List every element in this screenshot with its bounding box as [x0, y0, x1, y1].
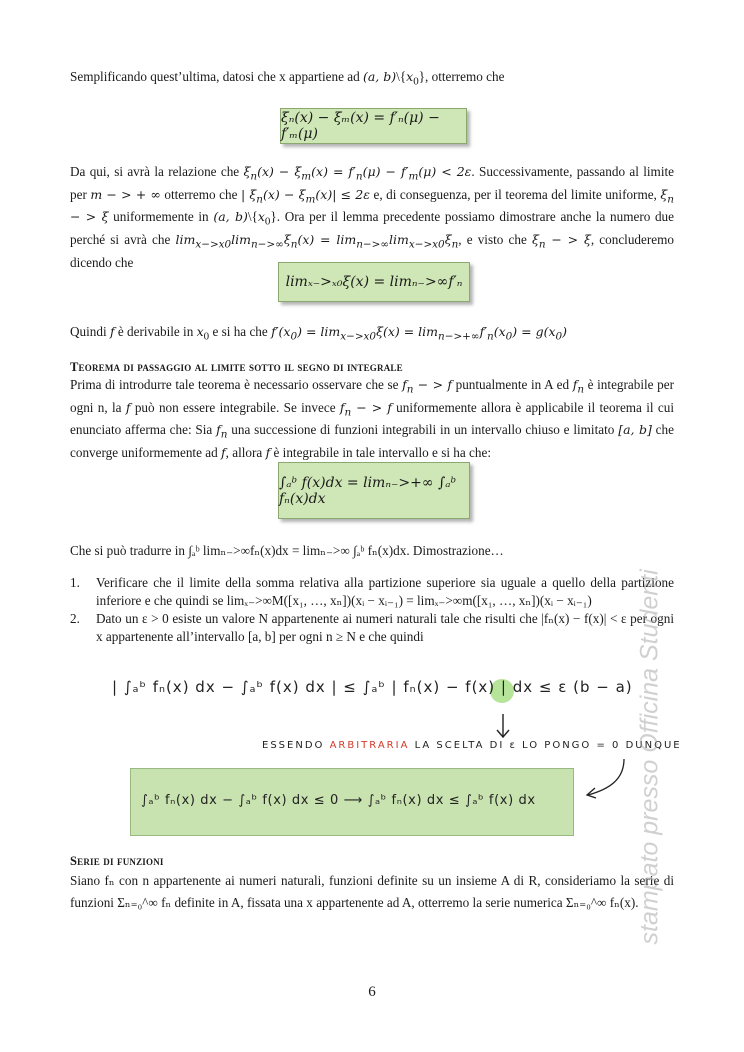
paragraph-2: Quindi f è derivabile in $x_0$ e si ha che $f'(x_0) = \lim_{x->x0}\xi(x) = \lim_{n->+\infty}f'_n(x_0) = g(x_0)$ [70, 324, 568, 343]
handwritten-inequality-text: | ∫ₐᵇ fₙ(x) dx − ∫ₐᵇ f(x) dx | ≤ ∫ₐᵇ | fₙ(x) − f(x) | dx ≤ ε (b − a) [112, 678, 633, 696]
formula-box-3 [278, 462, 470, 519]
paragraph-5: Siano fₙ con n appartenente ai numeri naturali, funzioni definite su un insieme A di R, consideriamo la serie di funzioni Σₙ₌₀^∞ fₙ definite in A, fissata una x appartenente ad A, otterremo la serie numerica Σₙ₌₀^∞ fₙ(x). [70, 873, 674, 910]
watermark-text: stampato presso Officina Studenti [635, 569, 664, 945]
list-item-1 [70, 574, 674, 610]
paragraph-4: Che si può tradurre in ∫ₐᵇ limₙ₋>∞fₙ(x)dx = limₙ₋>∞ ∫ₐᵇ fₙ(x)dx. Dimostrazione… [70, 543, 504, 558]
down-arrow-icon [493, 712, 513, 740]
section-heading-integral: Teorema di passaggio al limite sotto il segno di integrale [70, 360, 403, 374]
list-number-1: 1. [70, 575, 80, 590]
list-number-2: 2. [70, 611, 80, 626]
formula-box-1 [280, 108, 467, 144]
paragraph-1: Da qui, si avrà la relazione che $\xi_n(x) - \xi_m(x) = f'_n(\mu) - f'_m(\mu) < 2\varepsilon$. Successivamente, passando al limite per m − > + ∞ otterremo che | $\xi_n(x) - \xi_m(x)| \le 2\varepsilon$ e, di conseguenza, per il teorema del limite uniforme, $\xi_n$ − > ξ uniformemente in (a, $b)\backslash\{x_0\}$. Ora per il lemma precedente possiamo dimostrare anche la numero due perché si avrà che $\lim_{x->x0}\lim_{n->\infty}\xi_n(x) = \lim_{n->\infty}\lim_{x->x0}\xi_n$, e visto che $\xi_n$ − > ξ, concluderemo dicendo che [70, 164, 675, 270]
list-text-2: Dato un ε > 0 esiste un valore N appartenente ai numeri naturali tale che risulti che |fₙ(x) − f(x)| < ε per ogni x appartenente all’intervallo [a, b] per ogni n ≥ N e che quindi [96, 611, 674, 644]
formula-box-2 [278, 262, 470, 302]
handwritten-boxed-text: ∫ₐᵇ fₙ(x) dx − ∫ₐᵇ f(x) dx ≤ 0 ⟶ ∫ₐᵇ fₙ(x) dx ≤ ∫ₐᵇ f(x) dx [141, 793, 536, 808]
note-pre: ESSENDO [262, 740, 325, 751]
intro-text: Semplificando quest’ultima, datosi che x appartiene ad (a, $b)\backslash\{x_0\}$, otterremo che [70, 69, 505, 88]
handwritten-green-box [130, 768, 574, 836]
list-item-2 [70, 610, 674, 646]
note-red: ARBITRARIA [329, 740, 410, 751]
formula-3: ∫ₐᵇ f(x)dx = limₙ₋>+∞ ∫ₐᵇ fₙ(x)dx [279, 474, 457, 507]
note-post: LA SCELTA DI ε LO PONGO = 0 DUNQUE [414, 740, 682, 751]
page-number: 6 [368, 984, 376, 1000]
handwritten-inequality [112, 664, 633, 718]
paragraph-3: Prima di introdurre tale teorema è necessario osservare che se $f_n$ − > f puntualmente in A ed $f_n$ è integrabile per ogni n, la f può non essere integrabile. Se invece $f_n$ − > f uniformemente allora è applicabile il teorema il cui enunciato afferma che: Sia $f_n$ una successione di funzioni integrabili in un intervallo chiuso e limitato [a, b] che converge uniformemente ad f, allora f è integrabile in tale intervallo e si ha che: [70, 377, 675, 461]
formula-2: limₓ₋>ₓ₀ξ(x) = limₙ₋>∞f′ₙ [285, 274, 463, 290]
formula-1: ξₙ(x) − ξₘ(x) = f′ₙ(μ) − f′ₘ(μ) [281, 110, 440, 142]
watermark [600, 515, 670, 955]
list-text-1: Verificare che il limite della somma relativa alla partizione superiore sia uguale a quello della partizione inferiore e che quindi se limₓ₋>∞M([x₁, …, xₙ])(xᵢ − xᵢ₋₁) = limₓ₋>∞m([x₁, …, xₙ])(xᵢ − xᵢ₋₁) [96, 575, 674, 608]
section-heading-series: Serie di funzioni [70, 854, 164, 868]
